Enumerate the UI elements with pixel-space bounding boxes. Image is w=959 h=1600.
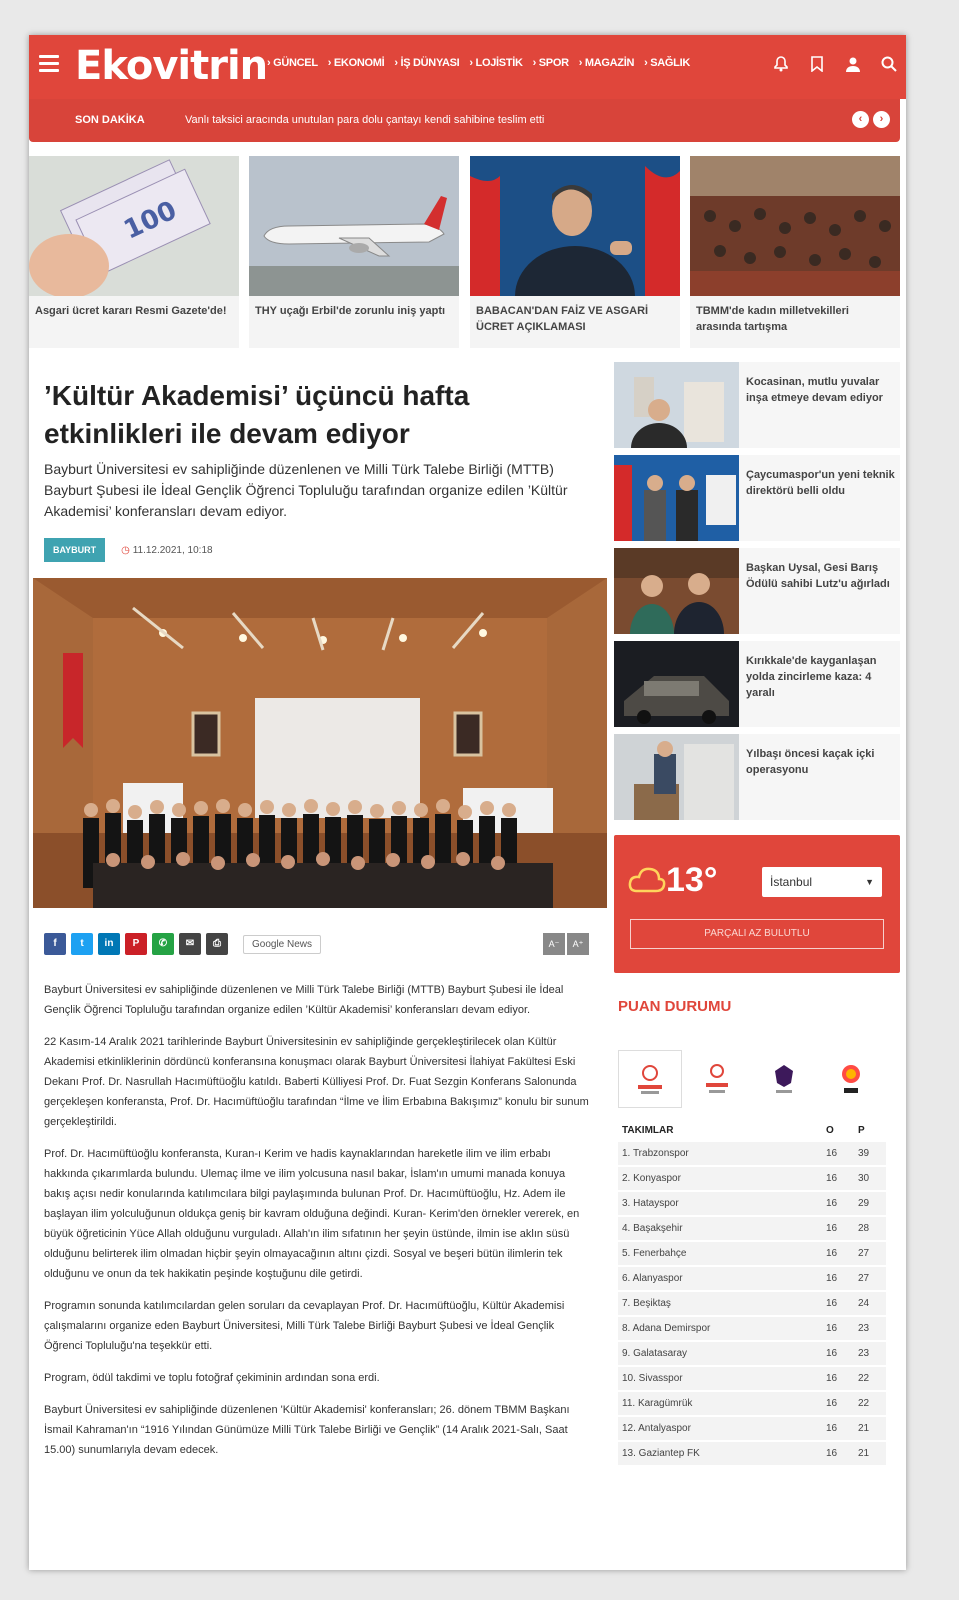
article-paragraph: 22 Kasım-14 Aralık 2021 tarihlerinde Bayburt Üniversitesinin ev sahipliğinde gerçekleştirilecek olan Kültür Akademisi etkinliklerinin dördüncü konferansına konuşmacı olarak Bayburt Üniversitesi İlahiyat Fakültesi Eski Dekanı Prof. Dr. Nasrullah Hacımüftüoğlu katıldı. Baberti Külliyesi Prof. Dr. Fuat Sezgin Konferans Salonunda gerçekleşen konferansta, Prof. Dr. Hacımüftüoğlu tarafından “İlme ve İlim Erbabına Bakışımız” konulu bir sunum gerçekleştirildi. bbox=[44, 1036, 589, 1128]
card-caption: TBMM'de kadın milletvekilleri arasında tartışma bbox=[696, 305, 849, 333]
played-cell: 16 bbox=[826, 1248, 838, 1259]
article-paragraph: Program, ödül takdimi ve toplu fotoğraf çekiminin ardından sona erdi. bbox=[44, 1372, 380, 1384]
played-cell: 16 bbox=[826, 1423, 838, 1434]
standings-widget bbox=[614, 985, 900, 1459]
standings-title: PUAN DURUMU bbox=[618, 998, 732, 1015]
team-cell: 13. Gaziantep FK bbox=[622, 1448, 700, 1459]
table-row[interactable] bbox=[618, 1366, 886, 1391]
sidebar-news-item[interactable] bbox=[614, 362, 900, 448]
font-increase-button[interactable]: A⁺ bbox=[567, 933, 589, 955]
next-arrow-icon[interactable]: › bbox=[873, 111, 890, 128]
share-bar bbox=[44, 933, 321, 955]
clock-icon: ◷ bbox=[121, 544, 130, 556]
points-cell: 29 bbox=[858, 1198, 870, 1209]
font-decrease-button[interactable]: A⁻ bbox=[543, 933, 565, 955]
sidebar-news-title: Kırıkkale'de kayganlaşan yolda zincirleme kaza: 4 yaralı bbox=[746, 655, 877, 699]
points-header: P bbox=[858, 1125, 865, 1136]
team-cell: 7. Beşiktaş bbox=[622, 1298, 671, 1309]
points-cell: 21 bbox=[858, 1423, 870, 1434]
standings-table bbox=[618, 1119, 886, 1467]
airplane-image bbox=[249, 156, 459, 296]
points-cell: 39 bbox=[858, 1148, 870, 1159]
points-cell: 23 bbox=[858, 1323, 870, 1334]
first-lig-logo-icon bbox=[702, 1061, 732, 1097]
prev-arrow-icon[interactable]: ‹ bbox=[852, 111, 869, 128]
sidebar-news-title: Çaycumaspor'un yeni teknik direktörü belli oldu bbox=[746, 469, 895, 497]
table-row[interactable] bbox=[618, 1241, 886, 1266]
weather-widget bbox=[614, 835, 900, 973]
points-cell: 28 bbox=[858, 1223, 870, 1234]
table-row[interactable] bbox=[618, 1416, 886, 1441]
news-thumbnail bbox=[614, 455, 739, 541]
city-value: İstanbul bbox=[770, 875, 813, 889]
font-size-controls bbox=[543, 933, 589, 955]
page-frame bbox=[29, 35, 906, 1570]
played-cell: 16 bbox=[826, 1448, 838, 1459]
whatsapp-icon[interactable]: ✆ bbox=[152, 933, 174, 955]
la-liga-tab[interactable] bbox=[819, 1050, 883, 1108]
breaking-news-bar bbox=[29, 99, 900, 142]
table-row[interactable] bbox=[618, 1266, 886, 1291]
user-icon[interactable] bbox=[842, 53, 864, 75]
top-news-card[interactable] bbox=[470, 156, 680, 348]
article-paragraph: Prof. Dr. Hacımüftüoğlu konferansta, Kuran-ı Kerim ve hadis kaynaklarından hareketle ilim ve ilim erbabı hakkında çıkarımlarda bulundu. Ulemaç ilme ve ilim yolcusuna nasıl bakar, İslam'ın umumi manada konuya bakış açısı nedir konularında katılımcılara bilgi paylaşımında bulunan Prof. Dr. Hacımüftüoğlu, Hz. Adem ile başlayan ilim yolculuğunun oldukça geniş bir kavram olduğuna değindi. Kuran- Kerim'den örnekler vererek, en büyük öğreticinin Yüce Allah olduğunu vurguladı. Allah'ın ilim sıfatının her şeyin üstünde, ilmin ise aklın süsü olduğunu belirterek ilim olmadan hiçbir şeyin olmayacağının altını çizdi. Sosyal ve beşeri bütün ilimlerin tek olduğunu ve onun da tek hakikatin peşinde koştuğunu dile getirdi. bbox=[44, 1148, 580, 1280]
team-cell: 5. Fenerbahçe bbox=[622, 1248, 687, 1259]
linkedin-icon[interactable]: in bbox=[98, 933, 120, 955]
table-row[interactable] bbox=[618, 1441, 886, 1466]
news-thumbnail bbox=[614, 641, 739, 727]
league-tabs bbox=[618, 1050, 883, 1108]
super-lig-tab[interactable] bbox=[618, 1050, 682, 1108]
card-caption: THY uçağı Erbil'de zorunlu iniş yaptı bbox=[255, 305, 446, 317]
team-cell: 9. Galatasaray bbox=[622, 1348, 688, 1359]
parliament-image bbox=[690, 156, 900, 296]
played-cell: 16 bbox=[826, 1223, 838, 1234]
search-icon[interactable] bbox=[878, 53, 900, 75]
sidebar-news-title: Başkan Uysal, Gesi Barış Ödülü sahibi Lutz'u ağırladı bbox=[746, 562, 890, 590]
team-cell: 8. Adana Demirspor bbox=[622, 1323, 711, 1334]
table-row[interactable] bbox=[618, 1166, 886, 1191]
print-icon[interactable]: ⎙ bbox=[206, 933, 228, 955]
super-lig-logo-icon bbox=[635, 1061, 665, 1097]
played-cell: 16 bbox=[826, 1298, 838, 1309]
table-row[interactable] bbox=[618, 1316, 886, 1341]
money-image bbox=[29, 156, 239, 296]
card-caption: Asgari ücret kararı Resmi Gazete'de! bbox=[35, 305, 227, 317]
points-cell: 27 bbox=[858, 1248, 870, 1259]
bell-icon[interactable] bbox=[770, 53, 792, 75]
nav-ekonomi[interactable]: › EKONOMİ bbox=[327, 57, 385, 69]
played-cell: 16 bbox=[826, 1173, 838, 1184]
teams-header: TAKIMLAR bbox=[622, 1125, 674, 1136]
nav-guncel[interactable]: › GÜNCEL bbox=[267, 57, 318, 69]
top-news-card[interactable] bbox=[249, 156, 459, 348]
first-lig-tab[interactable] bbox=[685, 1050, 749, 1108]
table-row[interactable] bbox=[618, 1216, 886, 1241]
sidebar-news-item[interactable] bbox=[614, 734, 900, 820]
team-cell: 1. Trabzonspor bbox=[622, 1148, 689, 1159]
google-news-button[interactable]: Google News bbox=[243, 935, 321, 954]
politician-image bbox=[470, 156, 680, 296]
top-news-card[interactable] bbox=[29, 156, 239, 348]
table-row[interactable] bbox=[618, 1142, 886, 1166]
city-select[interactable] bbox=[762, 867, 882, 897]
weather-description: PARÇALI AZ BULUTLU bbox=[630, 919, 884, 949]
played-cell: 16 bbox=[826, 1148, 838, 1159]
standings-header-row bbox=[618, 1119, 886, 1142]
site-logo[interactable]: Ekovitrin bbox=[75, 43, 268, 89]
table-row[interactable] bbox=[618, 1291, 886, 1316]
points-cell: 22 bbox=[858, 1398, 870, 1409]
nav-saglik[interactable]: › SAĞLIK bbox=[644, 57, 690, 69]
played-cell: 16 bbox=[826, 1198, 838, 1209]
points-cell: 21 bbox=[858, 1448, 870, 1459]
points-cell: 30 bbox=[858, 1173, 870, 1184]
article-lead: Bayburt Üniversitesi ev sahipliğinde düzenlenen ve Milli Türk Talebe Birliği (MTTB) Bayburt Şubesi ile İdeal Gençlik Öğrenci Topluluğu tarafından organize edilen ’Kültür Akademisi’ konferansları devam ediyor. bbox=[44, 461, 568, 519]
team-cell: 3. Hatayspor bbox=[622, 1198, 679, 1209]
article-meta bbox=[44, 538, 213, 562]
main-nav bbox=[267, 57, 690, 69]
premier-league-tab[interactable] bbox=[752, 1050, 816, 1108]
sidebar-news-title: Kocasinan, mutlu yuvalar inşa etmeye devam ediyor bbox=[746, 376, 883, 404]
played-header: O bbox=[826, 1125, 834, 1136]
team-cell: 12. Antalyaspor bbox=[622, 1423, 691, 1434]
top-news-cards bbox=[29, 156, 900, 348]
points-cell: 23 bbox=[858, 1348, 870, 1359]
weather-temperature: 13° bbox=[666, 861, 718, 899]
points-cell: 24 bbox=[858, 1298, 870, 1309]
played-cell: 16 bbox=[826, 1373, 838, 1384]
pinterest-icon[interactable]: P bbox=[125, 933, 147, 955]
breaking-headline[interactable]: Vanlı taksici aracında unutulan para dolu çantayı kendi sahibine teslim etti bbox=[185, 114, 545, 126]
publish-date bbox=[121, 545, 212, 556]
news-thumbnail bbox=[614, 362, 739, 448]
breaking-label: SON DAKİKA bbox=[75, 114, 145, 126]
nav-spor[interactable]: › SPOR bbox=[532, 57, 569, 69]
points-cell: 27 bbox=[858, 1273, 870, 1284]
article-title: ’Kültür Akademisi’ üçüncü hafta etkinlikleri ile devam ediyor bbox=[44, 380, 470, 449]
email-icon[interactable]: ✉ bbox=[179, 933, 201, 955]
played-cell: 16 bbox=[826, 1273, 838, 1284]
sidebar-news-item[interactable] bbox=[614, 641, 900, 727]
site-header bbox=[29, 35, 906, 99]
date-text: 11.12.2021, 10:18 bbox=[132, 544, 213, 556]
team-cell: 11. Karagümrük bbox=[622, 1398, 693, 1409]
cloud-icon bbox=[628, 865, 666, 898]
article-photo bbox=[33, 578, 607, 908]
table-row[interactable] bbox=[618, 1391, 886, 1416]
nav-is-dunyasi[interactable]: › İŞ DÜNYASI bbox=[394, 57, 460, 69]
team-cell: 10. Sivasspor bbox=[622, 1373, 683, 1384]
sidebar-news-item[interactable] bbox=[614, 455, 900, 541]
team-cell: 6. Alanyaspor bbox=[622, 1273, 683, 1284]
article-body bbox=[44, 980, 592, 1472]
points-cell: 22 bbox=[858, 1373, 870, 1384]
nav-lojistik[interactable]: › LOJİSTİK bbox=[469, 57, 523, 69]
played-cell: 16 bbox=[826, 1323, 838, 1334]
category-tag[interactable]: BAYBURT bbox=[44, 538, 105, 562]
chevron-down-icon: ▼ bbox=[865, 877, 874, 887]
news-thumbnail bbox=[614, 734, 739, 820]
la-liga-logo-icon bbox=[836, 1061, 866, 1097]
menu-icon[interactable] bbox=[39, 55, 59, 73]
article-paragraph: Bayburt Üniversitesi ev sahipliğinde düzenlenen 'Kültür Akademisi' konferansları; 26. dönem TBMM Başkanı İsmail Kahraman'ın “1916 Yılından Günümüze Milli Türk Talebe Birliği ve Gençlik” (14 Aralık 2021-Salı, Saat 15.00) sunumlarıyla devam edecek. bbox=[44, 1404, 570, 1456]
table-row[interactable] bbox=[618, 1191, 886, 1216]
article-paragraph: Programın sonunda katılımcılardan gelen soruları da cevaplayan Prof. Dr. Hacımüftüoğlu, Kültür Akademisi çalışmalarını organize eden Bayburt Üniversitesi, Milli Türk Talebe Birliği Bayburt Şubesi ve İdeal Gençlik Öğrenci Topluluğu'na teşekkür etti. bbox=[44, 1300, 565, 1352]
nav-magazin[interactable]: › MAGAZİN bbox=[578, 57, 635, 69]
sidebar-news-title: Yılbaşı öncesi kaçak içki operasyonu bbox=[746, 748, 875, 776]
sidebar-news-item[interactable] bbox=[614, 548, 900, 634]
played-cell: 16 bbox=[826, 1398, 838, 1409]
news-thumbnail bbox=[614, 548, 739, 634]
played-cell: 16 bbox=[826, 1348, 838, 1359]
card-caption: BABACAN'DAN FAİZ VE ASGARİ ÜCRET AÇIKLAMASI bbox=[476, 305, 649, 333]
article-paragraph: Bayburt Üniversitesi ev sahipliğinde düzenlenen ve Milli Türk Talebe Birliği (MTTB) Bayburt Şubesi ile İdeal Gençlik Öğrenci Topluluğu tarafından organize edilen ’Kültür Akademisi’ konferansları devam ediyor. bbox=[44, 984, 564, 1016]
premier-league-logo-icon bbox=[769, 1061, 799, 1097]
svg-text:100: 100 bbox=[119, 195, 182, 246]
bookmark-icon[interactable] bbox=[806, 53, 828, 75]
twitter-icon[interactable]: t bbox=[71, 933, 93, 955]
team-cell: 2. Konyaspor bbox=[622, 1173, 681, 1184]
top-news-card[interactable] bbox=[690, 156, 900, 348]
table-row[interactable] bbox=[618, 1341, 886, 1366]
facebook-icon[interactable]: f bbox=[44, 933, 66, 955]
team-cell: 4. Başakşehir bbox=[622, 1223, 683, 1234]
